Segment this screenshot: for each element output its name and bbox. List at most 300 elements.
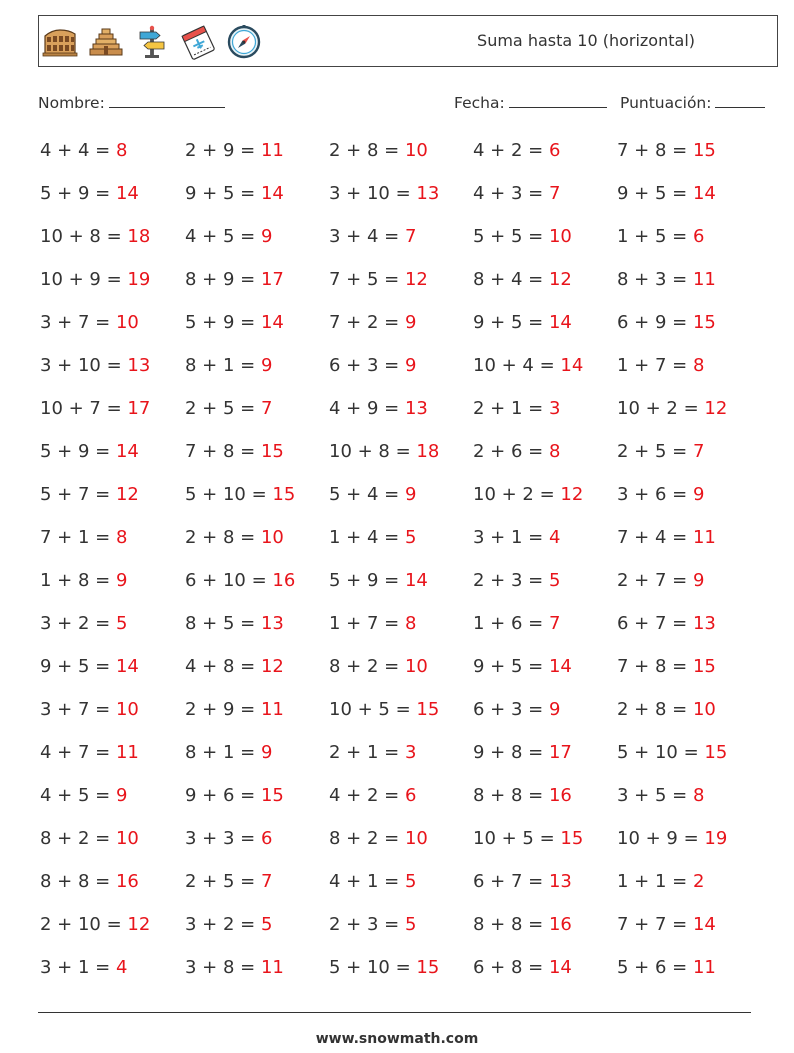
score-field[interactable] [620,93,765,112]
problem-answer: 6 [548,140,561,161]
problem-cell [473,785,572,806]
problem-question: 8 + 2 = [329,828,405,849]
problem-question: 1 + 8 = [40,570,116,591]
problem-question: 5 + 4 = [329,484,405,505]
problem-question: 2 + 8 = [617,699,693,720]
problem-answer: 12 [704,398,728,419]
problem-question: 2 + 7 = [617,570,693,591]
problem-question: 2 + 3 = [329,914,405,935]
problem-question: 3 + 1 = [40,957,116,978]
problem-question: 10 + 4 = [473,355,561,376]
problem-question: 8 + 9 = [185,269,261,290]
problem-answer: 14 [560,355,584,376]
problem-answer: 5 [260,914,273,935]
problem-question: 7 + 4 = [617,527,693,548]
problem-question: 3 + 3 = [185,828,261,849]
problem-answer: 8 [692,355,705,376]
problem-answer: 15 [560,828,584,849]
problem-cell [185,785,284,806]
problem-question: 10 + 5 = [473,828,561,849]
colosseum-icon [42,24,78,60]
problem-question: 3 + 7 = [40,312,116,333]
problem-cell [185,355,272,376]
problem-question: 7 + 7 = [617,914,693,935]
problem-cell [617,699,716,720]
problem-answer: 14 [692,914,716,935]
problem-answer: 17 [260,269,284,290]
problem-answer: 8 [115,140,128,161]
problem-question: 3 + 10 = [40,355,128,376]
footer-divider [38,1012,751,1013]
problem-question: 2 + 8 = [329,140,405,161]
problem-answer: 11 [260,140,284,161]
problem-question: 6 + 7 = [617,613,693,634]
problem-answer: 5 [404,914,417,935]
problem-answer: 16 [272,570,296,591]
problem-answer: 3 [404,742,417,763]
problem-answer: 17 [548,742,572,763]
problem-question: 2 + 5 = [617,441,693,462]
problem-cell [185,140,284,161]
problem-answer: 2 [692,871,705,892]
problem-cell [617,183,716,204]
problem-cell [40,871,139,892]
problem-answer: 6 [692,226,705,247]
problem-answer: 12 [127,914,151,935]
problem-question: 9 + 6 = [185,785,261,806]
problem-answer: 16 [548,914,572,935]
problem-question: 8 + 4 = [473,269,549,290]
problem-answer: 13 [127,355,151,376]
problem-cell [40,527,127,548]
problem-cell [329,441,439,462]
problem-answer: 19 [704,828,728,849]
problem-question: 10 + 8 = [329,441,417,462]
problem-question: 4 + 8 = [185,656,261,677]
problem-answer: 11 [692,957,716,978]
problem-cell [473,656,572,677]
problem-question: 9 + 5 = [473,312,549,333]
problem-answer: 5 [404,527,417,548]
problem-question: 8 + 2 = [40,828,116,849]
problem-question: 2 + 5 = [185,871,261,892]
problem-cell [329,656,428,677]
problem-cell [329,914,416,935]
problem-cell [185,871,272,892]
problem-answer: 11 [692,527,716,548]
problem-question: 2 + 1 = [473,398,549,419]
problem-cell [617,140,716,161]
problem-cell [40,957,127,978]
problem-cell [185,312,284,333]
problem-answer: 15 [416,699,440,720]
problem-cell [473,613,560,634]
problem-cell [329,613,416,634]
problem-answer: 12 [560,484,584,505]
problem-answer: 8 [548,441,561,462]
problem-question: 7 + 8 = [617,140,693,161]
problem-answer: 10 [260,527,284,548]
problem-cell [329,226,416,247]
problem-question: 7 + 1 = [40,527,116,548]
problem-answer: 15 [416,957,440,978]
problem-cell [329,570,428,591]
problem-answer: 9 [548,699,561,720]
problem-question: 10 + 2 = [617,398,705,419]
problem-cell [617,957,716,978]
problem-cell [40,828,139,849]
problem-question: 5 + 9 = [185,312,261,333]
problem-question: 4 + 7 = [40,742,116,763]
problem-cell [40,699,139,720]
problem-answer: 14 [548,957,572,978]
problem-cell [329,785,416,806]
problem-cell [40,570,127,591]
problem-question: 4 + 5 = [185,226,261,247]
problem-question: 4 + 5 = [40,785,116,806]
problem-question: 8 + 1 = [185,355,261,376]
problem-question: 5 + 5 = [473,226,549,247]
problem-question: 8 + 5 = [185,613,261,634]
problem-question: 5 + 10 = [185,484,273,505]
problem-question: 2 + 9 = [185,699,261,720]
problem-cell [185,398,272,419]
problem-question: 6 + 3 = [329,355,405,376]
problem-cell [473,957,572,978]
problem-answer: 12 [548,269,572,290]
problem-cell [40,269,150,290]
problem-cell [40,656,139,677]
name-field[interactable] [38,93,225,112]
problem-cell [185,914,272,935]
problem-question: 4 + 9 = [329,398,405,419]
problem-answer: 5 [115,613,128,634]
problem-question: 5 + 9 = [329,570,405,591]
problem-cell [40,226,150,247]
problem-cell [185,656,284,677]
problem-question: 9 + 8 = [473,742,549,763]
problem-answer: 15 [260,441,284,462]
problem-cell [473,484,583,505]
problem-cell [473,140,560,161]
problem-cell [329,699,439,720]
problem-question: 9 + 5 = [617,183,693,204]
problem-answer: 10 [115,699,139,720]
problem-answer: 17 [127,398,151,419]
problem-cell [185,742,272,763]
problem-answer: 9 [260,355,273,376]
problem-answer: 6 [404,785,417,806]
problem-cell [473,914,572,935]
problem-cell [473,312,572,333]
problem-answer: 14 [115,656,139,677]
problem-answer: 15 [272,484,296,505]
problem-answer: 7 [548,183,561,204]
problem-cell [617,828,727,849]
problem-answer: 5 [548,570,561,591]
problem-question: 1 + 7 = [329,613,405,634]
problem-answer: 10 [548,226,572,247]
problem-answer: 18 [416,441,440,462]
problem-answer: 4 [115,957,128,978]
problem-cell [185,957,284,978]
problem-answer: 14 [548,656,572,677]
footer-url: www.snowmath.com [315,1031,479,1047]
problem-answer: 15 [692,656,716,677]
problem-cell [329,484,416,505]
problem-cell [473,742,572,763]
problem-question: 3 + 7 = [40,699,116,720]
problem-question: 3 + 8 = [185,957,261,978]
problem-cell [40,441,139,462]
problem-answer: 8 [115,527,128,548]
problem-cell [617,312,716,333]
problem-answer: 10 [115,312,139,333]
problem-question: 3 + 1 = [473,527,549,548]
problem-cell [329,828,428,849]
problem-cell [329,871,416,892]
problem-question: 4 + 2 = [473,140,549,161]
problem-answer: 7 [692,441,705,462]
problem-cell [40,183,139,204]
problem-cell [617,226,704,247]
problem-question: 5 + 10 = [329,957,417,978]
problem-answer: 15 [260,785,284,806]
problem-answer: 14 [260,312,284,333]
problem-answer: 9 [692,570,705,591]
problem-answer: 13 [548,871,572,892]
problem-question: 10 + 5 = [329,699,417,720]
problem-cell [473,226,572,247]
problem-question: 2 + 10 = [40,914,128,935]
problem-answer: 10 [404,140,428,161]
problem-cell [329,140,428,161]
problem-cell [185,484,295,505]
problem-cell [185,828,272,849]
problem-cell [473,570,560,591]
problem-cell [473,269,572,290]
problem-answer: 7 [260,398,273,419]
problem-cell [185,441,284,462]
problem-question: 2 + 3 = [473,570,549,591]
problem-question: 5 + 9 = [40,183,116,204]
problem-cell [329,527,416,548]
date-field[interactable] [454,93,607,112]
problem-answer: 8 [692,785,705,806]
problem-cell [617,785,704,806]
problem-answer: 4 [548,527,561,548]
problem-question: 6 + 8 = [473,957,549,978]
problem-answer: 9 [260,226,273,247]
problem-answer: 9 [260,742,273,763]
problem-answer: 9 [404,312,417,333]
problem-cell [473,699,560,720]
problem-question: 6 + 3 = [473,699,549,720]
problem-cell [473,527,560,548]
problem-cell [473,398,560,419]
problem-answer: 13 [416,183,440,204]
problem-question: 8 + 2 = [329,656,405,677]
problem-answer: 9 [115,785,128,806]
problem-question: 8 + 8 = [40,871,116,892]
problem-question: 10 + 9 = [617,828,705,849]
problem-answer: 13 [260,613,284,634]
problem-answer: 5 [404,871,417,892]
score-line[interactable] [715,93,765,108]
problem-cell [329,398,428,419]
problem-cell [185,527,284,548]
problem-question: 8 + 3 = [617,269,693,290]
problem-question: 3 + 4 = [329,226,405,247]
problem-question: 5 + 9 = [40,441,116,462]
problem-answer: 11 [692,269,716,290]
problem-question: 2 + 9 = [185,140,261,161]
problem-cell [617,484,704,505]
problem-answer: 16 [548,785,572,806]
problem-question: 5 + 6 = [617,957,693,978]
problem-answer: 13 [692,613,716,634]
problem-question: 10 + 2 = [473,484,561,505]
problem-question: 7 + 2 = [329,312,405,333]
problem-cell [329,742,416,763]
problem-cell [617,398,727,419]
problem-question: 1 + 6 = [473,613,549,634]
problem-question: 4 + 1 = [329,871,405,892]
problem-answer: 7 [404,226,417,247]
problem-answer: 10 [404,828,428,849]
problem-cell [40,613,127,634]
problem-cell [617,613,716,634]
problem-answer: 10 [404,656,428,677]
problem-cell [473,183,560,204]
problem-answer: 6 [260,828,273,849]
problem-cell [617,742,727,763]
problem-cell [473,871,572,892]
problem-question: 1 + 7 = [617,355,693,376]
problem-cell [617,656,716,677]
problem-cell [329,957,439,978]
problem-answer: 10 [692,699,716,720]
problem-cell [617,355,704,376]
score-label: Puntuación: [620,94,712,112]
problem-cell [473,441,560,462]
problem-cell [185,269,284,290]
header-icons [42,24,262,60]
problem-question: 6 + 7 = [473,871,549,892]
problem-answer: 9 [115,570,128,591]
problem-cell [329,183,439,204]
problem-question: 9 + 5 = [40,656,116,677]
problem-cell [40,914,150,935]
problem-answer: 13 [404,398,428,419]
problem-answer: 11 [115,742,139,763]
problem-answer: 16 [115,871,139,892]
problem-question: 3 + 5 = [617,785,693,806]
problem-cell [617,871,704,892]
problem-cell [185,226,272,247]
problem-question: 6 + 9 = [617,312,693,333]
problem-question: 1 + 4 = [329,527,405,548]
problem-cell [40,785,127,806]
worksheet-header [38,15,778,67]
signpost-icon [134,24,170,60]
problem-answer: 15 [704,742,728,763]
problem-cell [329,269,428,290]
problem-question: 8 + 1 = [185,742,261,763]
problem-question: 4 + 3 = [473,183,549,204]
problem-cell [185,183,284,204]
problem-cell [40,355,150,376]
problem-question: 1 + 5 = [617,226,693,247]
problem-question: 10 + 7 = [40,398,128,419]
problem-answer: 14 [404,570,428,591]
problem-cell [40,484,139,505]
problem-answer: 14 [115,441,139,462]
problem-answer: 12 [115,484,139,505]
problem-cell [617,914,716,935]
problem-question: 3 + 10 = [329,183,417,204]
worksheet-title: Suma hasta 10 (horizontal) [477,31,695,50]
problem-answer: 7 [260,871,273,892]
problem-question: 8 + 8 = [473,785,549,806]
problem-cell [185,699,284,720]
problem-question: 10 + 8 = [40,226,128,247]
name-label: Nombre: [38,94,105,112]
problem-answer: 12 [260,656,284,677]
problem-cell [473,355,583,376]
problem-question: 2 + 5 = [185,398,261,419]
problem-question: 2 + 1 = [329,742,405,763]
problem-cell [473,828,583,849]
problem-cell [617,441,704,462]
problem-answer: 11 [260,957,284,978]
problem-answer: 12 [404,269,428,290]
problem-answer: 3 [548,398,561,419]
problem-question: 5 + 7 = [40,484,116,505]
problem-cell [40,398,150,419]
problem-question: 2 + 8 = [185,527,261,548]
problem-question: 3 + 6 = [617,484,693,505]
problem-answer: 14 [115,183,139,204]
pyramid-icon [88,24,124,60]
problem-answer: 15 [692,140,716,161]
problem-question: 6 + 10 = [185,570,273,591]
problem-answer: 8 [404,613,417,634]
problem-question: 3 + 2 = [185,914,261,935]
problem-answer: 10 [115,828,139,849]
problem-question: 9 + 5 = [185,183,261,204]
date-label: Fecha: [454,94,505,112]
problem-question: 8 + 8 = [473,914,549,935]
problem-answer: 18 [127,226,151,247]
compass-icon [226,24,262,60]
problem-cell [40,140,127,161]
problem-question: 5 + 10 = [617,742,705,763]
problem-question: 9 + 5 = [473,656,549,677]
problem-cell [617,570,704,591]
problem-cell [185,613,284,634]
date-line[interactable] [509,93,607,108]
problem-cell [329,355,416,376]
problem-answer: 7 [548,613,561,634]
name-line[interactable] [109,93,225,108]
problem-cell [329,312,416,333]
problem-question: 1 + 1 = [617,871,693,892]
problem-answer: 15 [692,312,716,333]
problem-question: 4 + 2 = [329,785,405,806]
problem-answer: 14 [692,183,716,204]
problem-answer: 14 [548,312,572,333]
